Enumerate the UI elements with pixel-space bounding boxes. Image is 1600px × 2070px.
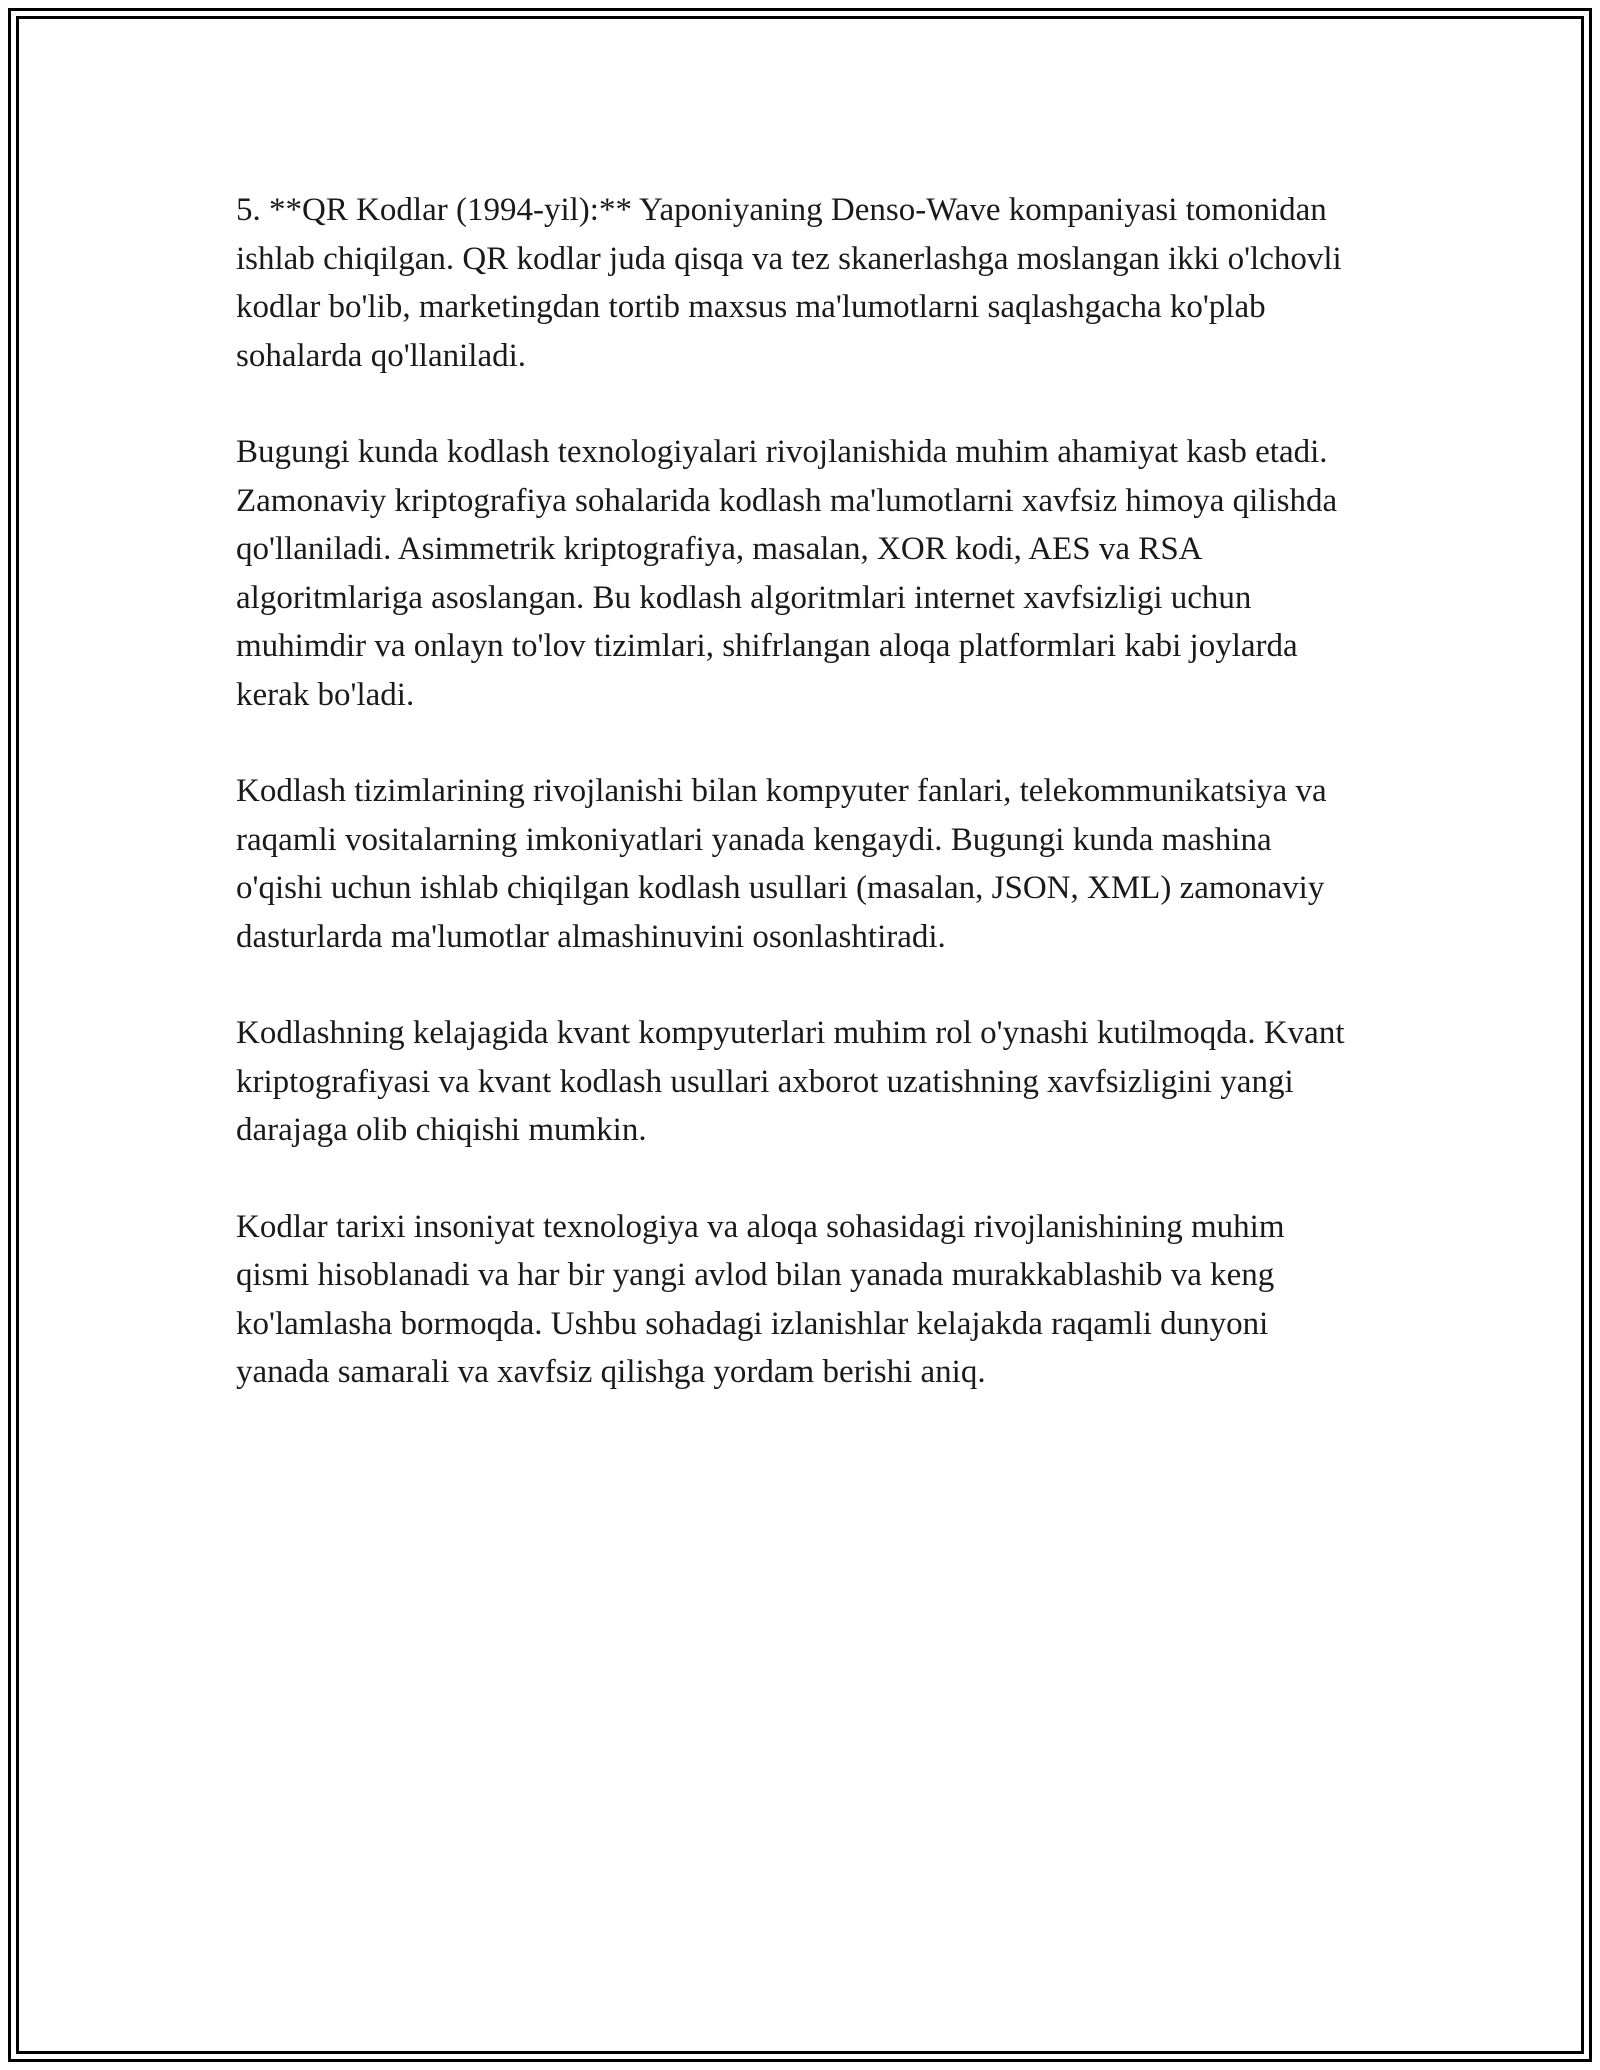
paragraph-cryptography: Bugungi kunda kodlash texnologiyalari rivojlanishida muhim ahamiyat kasb etadi. Zamonaviy kriptografiya sohalarida kodlash ma'lumotlarni xavfsiz himoya qilishda qo'llaniladi. Asimmetrik kriptografiya, masalan, XOR kodi, AES va RSA algoritmlariga asoslangan. Bu kodlash algoritmlari internet xavfsizligi uchun muhimdir va onlayn to'lov tizimlari, shifrlangan aloqa platformlari kabi joylarda kerak bo'ladi. [236, 434, 1338, 713]
paragraph-coding-systems: Kodlash tizimlarining rivojlanishi bilan kompyuter fanlari, telekommunikatsiya va raqamli vositalarning imkoniyatlari yanada kengaydi. Bugungi kunda mashina o'qishi uchun ishlab chiqilgan kodlash usullari (masalan, JSON, XML) zamonaviy dasturlarda ma'lumotlar almashinuvini osonlashtiradi. [236, 773, 1327, 955]
paragraph-quantum-future: Kodlashning kelajagida kvant kompyuterlari muhim rol o'ynashi kutilmoqda. Kvant kriptografiyasi va kvant kodlash usullari axborot uzatishning xavfsizligini yangi darajaga olib chiqishi mumkin. [236, 1015, 1345, 1148]
paragraph-qr-codes: 5. **QR Kodlar (1994-yil):** Yaponiyaning Denso-Wave kompaniyasi tomonidan ishlab chiqilgan. QR kodlar juda qisqa va tez skanerlashga moslangan ikki o'lchovli kodlar bo'lib, marketingdan tortib maxsus ma'lumotlarni saqlashgacha ko'plab sohalarda qo'llaniladi. [236, 192, 1342, 374]
document-body [236, 186, 1366, 1397]
paragraph-conclusion: Kodlar tarixi insoniyat texnologiya va aloqa sohasidagi rivojlanishining muhim qismi hisoblanadi va har bir yangi avlod bilan yanada murakkablashib va keng ko'lamlasha bormoqda. Ushbu sohadagi izlanishlar kelajakda raqamli dunyoni yanada samarali va xavfsiz qilishga yordam berishi aniq. [236, 1208, 1285, 1390]
